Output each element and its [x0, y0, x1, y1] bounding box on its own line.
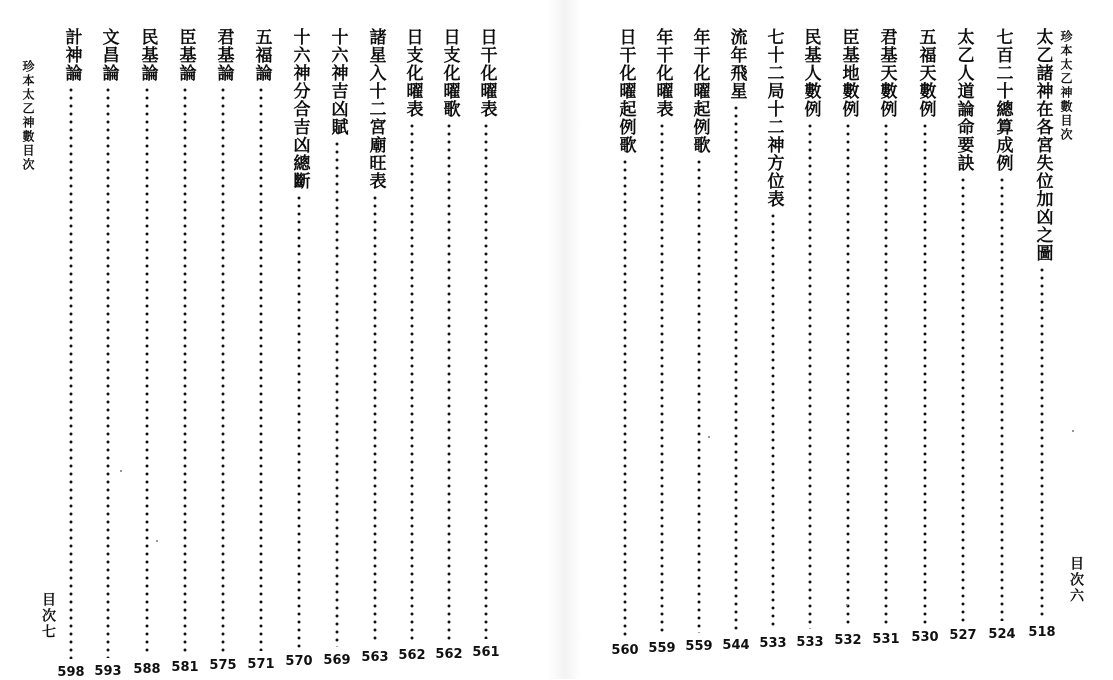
entry-title: 日支化曜歌: [439, 28, 460, 118]
entry-page-number: 562: [398, 648, 426, 663]
dot-leader: [734, 104, 738, 632]
toc-entry[interactable]: [758, 28, 788, 651]
dot-leader: [846, 122, 850, 627]
dot-leader: [410, 122, 414, 642]
entry-page-number: 530: [911, 630, 939, 645]
dot-leader: [623, 158, 627, 637]
toc-entry[interactable]: [208, 28, 238, 673]
toc-entry[interactable]: [684, 28, 714, 654]
entry-page-number: 533: [796, 635, 824, 650]
entry-title: 十六神吉凶賦: [327, 28, 348, 136]
entry-title: 君基論: [213, 28, 234, 82]
entry-title: 七百二十總算成例: [992, 28, 1013, 172]
scan-speck: [156, 540, 158, 542]
entry-title: 十六神分合吉凶總斷: [289, 28, 310, 190]
dot-leader: [660, 122, 664, 635]
dot-leader: [373, 194, 377, 644]
toc-entry[interactable]: [322, 28, 352, 668]
entry-page-number: 593: [94, 664, 122, 679]
toc-entry[interactable]: [284, 28, 314, 669]
folio-right: 目次六: [1068, 556, 1084, 604]
entry-title: 民基人數例: [800, 28, 821, 118]
entry-page-number: 561: [472, 645, 500, 660]
entry-title: 流年飛星: [726, 28, 747, 100]
entry-page-number: 563: [361, 650, 389, 665]
dot-leader: [183, 86, 187, 654]
dot-leader: [145, 86, 149, 656]
entry-title: 年干化曜表: [652, 28, 673, 118]
entry-page-number: 598: [57, 665, 85, 680]
toc-entry[interactable]: [795, 28, 825, 650]
toc-entry[interactable]: [610, 28, 640, 658]
toc-page-left: [0, 0, 540, 679]
entry-page-number: 562: [435, 647, 463, 662]
entry-page-number: 581: [171, 660, 199, 675]
toc-entry[interactable]: [360, 28, 390, 665]
dot-leader: [808, 122, 812, 629]
entry-title: 君基天數例: [876, 28, 897, 118]
entry-page-number: 571: [247, 657, 275, 672]
dot-leader: [1040, 266, 1044, 619]
entry-page-number: 532: [834, 633, 862, 648]
toc-entry[interactable]: [647, 28, 677, 656]
entry-title: 臣基地數例: [838, 28, 859, 118]
folio-left: 目次七: [40, 592, 56, 640]
toc-entry[interactable]: [871, 28, 901, 647]
entry-title: 七十二局十二神方位表: [763, 28, 784, 208]
entry-title: 五福天數例: [915, 28, 936, 118]
toc-entry[interactable]: [397, 28, 427, 663]
toc-entry[interactable]: [948, 28, 978, 643]
entry-title: 日支化曜表: [402, 28, 423, 118]
entry-page-number: 560: [611, 643, 639, 658]
book-gutter: [548, 0, 582, 679]
entry-title: 計神論: [61, 28, 82, 82]
toc-entry[interactable]: [132, 28, 162, 677]
entry-page-number: 518: [1028, 625, 1056, 640]
toc-entry[interactable]: [434, 28, 464, 662]
toc-entry[interactable]: [987, 28, 1017, 642]
toc-entry[interactable]: [170, 28, 200, 675]
entry-title: 太乙諸神在各宮失位加凶之圖: [1032, 28, 1053, 262]
entry-title: 諸星入十二宮廟旺表: [365, 28, 386, 190]
dot-leader: [335, 140, 339, 647]
dot-leader: [484, 122, 488, 639]
entry-title: 日干化曜表: [476, 28, 497, 118]
dot-leader: [221, 86, 225, 652]
toc-entry[interactable]: [833, 28, 863, 648]
toc-entry[interactable]: [721, 28, 751, 653]
scan-speck: [846, 604, 848, 606]
scan-speck: [708, 436, 710, 438]
dot-leader: [697, 158, 701, 633]
entry-page-number: 570: [285, 654, 313, 669]
entry-page-number: 575: [209, 658, 237, 673]
dot-leader: [961, 176, 965, 622]
entry-page-number: 544: [722, 638, 750, 653]
entry-title: 民基論: [137, 28, 158, 82]
toc-entry[interactable]: [246, 28, 276, 672]
running-head-left: 珍本太乙神數目次: [21, 60, 35, 172]
entry-page-number: 559: [685, 639, 713, 654]
scan-speck: [120, 470, 122, 472]
dot-leader: [771, 212, 775, 630]
toc-entry[interactable]: [56, 28, 86, 680]
toc-entry[interactable]: [93, 28, 123, 679]
toc-entry[interactable]: [910, 28, 940, 645]
dot-leader: [447, 122, 451, 641]
entry-page-number: 588: [133, 662, 161, 677]
toc-entry[interactable]: [1027, 28, 1057, 640]
entry-page-number: 531: [872, 632, 900, 647]
dot-leader: [106, 86, 110, 658]
entry-page-number: 527: [949, 628, 977, 643]
dot-leader: [259, 86, 263, 651]
entry-page-number: 524: [988, 627, 1016, 642]
scan-speck: [1072, 430, 1074, 432]
entry-title: 太乙人道論命要訣: [953, 28, 974, 172]
toc-page-right: [590, 0, 1113, 679]
entry-page-number: 569: [323, 653, 351, 668]
entry-title: 年干化曜起例歌: [689, 28, 710, 154]
entry-page-number: 533: [759, 636, 787, 651]
entry-title: 日干化曜起例歌: [615, 28, 636, 154]
dot-leader: [297, 194, 301, 648]
entry-title: 臣基論: [175, 28, 196, 82]
entry-page-number: 559: [648, 641, 676, 656]
running-head-right: 珍本太乙神數目次: [1059, 30, 1073, 142]
toc-entry[interactable]: [471, 28, 501, 660]
dot-leader: [69, 86, 73, 659]
dot-leader: [1000, 176, 1004, 621]
dot-leader: [923, 122, 927, 624]
entry-title: 文昌論: [98, 28, 119, 82]
dot-leader: [884, 122, 888, 626]
entry-title: 五福論: [251, 28, 272, 82]
